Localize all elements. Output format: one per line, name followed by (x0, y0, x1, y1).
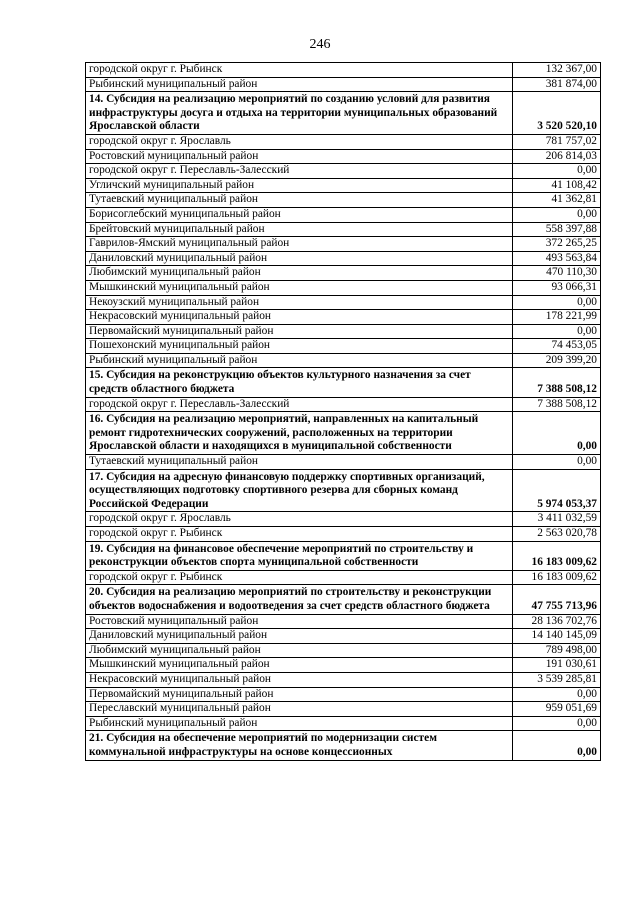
table-row (86, 716, 601, 731)
page-number: 246 (309, 37, 331, 52)
amount-cell: 132 367,00 (513, 63, 601, 78)
recipient-name: Некрасовский муниципальный район (86, 672, 513, 687)
recipient-name: Любимский муниципальный район (86, 643, 513, 658)
recipient-name: Любимский муниципальный район (86, 266, 513, 281)
table-row (86, 134, 601, 149)
section-total: 5 974 053,37 (513, 469, 601, 512)
recipient-name: Ростовский муниципальный район (86, 614, 513, 629)
amount-cell: 2 563 020,78 (513, 527, 601, 542)
recipient-name: городской округ г. Переславль-Залесский (86, 397, 513, 412)
table-row (86, 702, 601, 717)
recipient-name: Угличский муниципальный район (86, 178, 513, 193)
amount-cell: 74 453,05 (513, 339, 601, 354)
amount-cell: 0,00 (513, 164, 601, 179)
recipient-name: Первомайский муниципальный район (86, 324, 513, 339)
table-row (86, 77, 601, 92)
recipient-name: городской округ г. Переславль-Залесский (86, 164, 513, 179)
table-row (86, 164, 601, 179)
table-row (86, 149, 601, 164)
recipient-name: Пошехонский муниципальный район (86, 339, 513, 354)
section-title: 14. Субсидия на реализацию мероприятий по созданию условий для развития инфраструктуры досуга и отдыха на территории муниципальных образований Ярославской области (86, 92, 513, 135)
amount-cell: 28 136 702,76 (513, 614, 601, 629)
table-row (86, 512, 601, 527)
section-title: 19. Субсидия на финансовое обеспечение мероприятий по строительству и реконструкции объектов спорта муниципальной собственности (86, 541, 513, 570)
table-row (86, 266, 601, 281)
amount-cell: 789 498,00 (513, 643, 601, 658)
amount-cell: 206 814,03 (513, 149, 601, 164)
section-total: 7 388 508,12 (513, 368, 601, 397)
amount-cell: 0,00 (513, 207, 601, 222)
amount-cell: 0,00 (513, 687, 601, 702)
table-row (86, 222, 601, 237)
table-row (86, 672, 601, 687)
subsidy-table (85, 62, 601, 761)
amount-cell: 959 051,69 (513, 702, 601, 717)
amount-cell: 493 563,84 (513, 251, 601, 266)
recipient-name: Даниловский муниципальный район (86, 251, 513, 266)
table-row (86, 237, 601, 252)
recipient-name: Тутаевский муниципальный район (86, 455, 513, 470)
amount-cell: 0,00 (513, 716, 601, 731)
recipient-name: Некоузский муниципальный район (86, 295, 513, 310)
recipient-name: Ростовский муниципальный район (86, 149, 513, 164)
recipient-name: Мышкинский муниципальный район (86, 658, 513, 673)
table-row (86, 324, 601, 339)
recipient-name: городской округ г. Ярославль (86, 512, 513, 527)
amount-cell: 178 221,99 (513, 310, 601, 325)
section-row (86, 541, 601, 570)
recipient-name: Переславский муниципальный район (86, 702, 513, 717)
amount-cell: 7 388 508,12 (513, 397, 601, 412)
amount-cell: 3 539 285,81 (513, 672, 601, 687)
recipient-name: городской округ г. Рыбинск (86, 527, 513, 542)
section-row (86, 368, 601, 397)
amount-cell: 558 397,88 (513, 222, 601, 237)
table-row (86, 397, 601, 412)
table-row (86, 629, 601, 644)
amount-cell: 470 110,30 (513, 266, 601, 281)
amount-cell: 209 399,20 (513, 353, 601, 368)
table-row (86, 63, 601, 78)
recipient-name: Гаврилов-Ямский муниципальный район (86, 237, 513, 252)
section-row (86, 92, 601, 135)
section-total: 47 755 713,96 (513, 585, 601, 614)
amount-cell: 372 265,25 (513, 237, 601, 252)
recipient-name: Борисоглебский муниципальный район (86, 207, 513, 222)
table-row (86, 310, 601, 325)
section-title: 15. Субсидия на реконструкцию объектов культурного назначения за счет средств областного бюджета (86, 368, 513, 397)
table-row (86, 207, 601, 222)
table-row (86, 687, 601, 702)
section-total: 0,00 (513, 731, 601, 760)
recipient-name: Первомайский муниципальный район (86, 687, 513, 702)
amount-cell: 0,00 (513, 295, 601, 310)
amount-cell: 41 108,42 (513, 178, 601, 193)
section-title: 16. Субсидия на реализацию мероприятий, направленных на капитальный ремонт гидротехнических сооружений, расположенных на территории Ярославской области и находящихся в муниципальной собственности (86, 412, 513, 455)
section-row (86, 412, 601, 455)
section-title: 17. Субсидия на адресную финансовую поддержку спортивных организаций, осуществляющих подготовку спортивного резерва для сборных команд Российской Федерации (86, 469, 513, 512)
section-row (86, 469, 601, 512)
recipient-name: Брейтовский муниципальный район (86, 222, 513, 237)
section-total: 3 520 520,10 (513, 92, 601, 135)
recipient-name: Даниловский муниципальный район (86, 629, 513, 644)
recipient-name: Рыбинский муниципальный район (86, 716, 513, 731)
table-row (86, 295, 601, 310)
table-row (86, 527, 601, 542)
amount-cell: 781 757,02 (513, 134, 601, 149)
amount-cell: 41 362,81 (513, 193, 601, 208)
section-row (86, 731, 601, 760)
table-row (86, 455, 601, 470)
recipient-name: Рыбинский муниципальный район (86, 353, 513, 368)
table-row (86, 353, 601, 368)
table-row (86, 339, 601, 354)
recipient-name: Рыбинский муниципальный район (86, 77, 513, 92)
recipient-name: Тутаевский муниципальный район (86, 193, 513, 208)
recipient-name: Мышкинский муниципальный район (86, 280, 513, 295)
subsidy-table-body (86, 63, 601, 761)
amount-cell: 16 183 009,62 (513, 570, 601, 585)
recipient-name: городской округ г. Рыбинск (86, 570, 513, 585)
amount-cell: 93 066,31 (513, 280, 601, 295)
table-row (86, 643, 601, 658)
amount-cell: 14 140 145,09 (513, 629, 601, 644)
table-row (86, 193, 601, 208)
table-row (86, 614, 601, 629)
table-row (86, 251, 601, 266)
amount-cell: 3 411 032,59 (513, 512, 601, 527)
section-title: 21. Субсидия на обеспечение мероприятий по модернизации систем коммунальной инфраструктуры на основе концессионных (86, 731, 513, 760)
recipient-name: городской округ г. Ярославль (86, 134, 513, 149)
recipient-name: Некрасовский муниципальный район (86, 310, 513, 325)
section-title: 20. Субсидия на реализацию мероприятий по строительству и реконструкции объектов водоснабжения и водоотведения за счет средств областного бюджета (86, 585, 513, 614)
section-total: 16 183 009,62 (513, 541, 601, 570)
table-row (86, 280, 601, 295)
table-row (86, 178, 601, 193)
table-row (86, 658, 601, 673)
section-total: 0,00 (513, 412, 601, 455)
amount-cell: 0,00 (513, 455, 601, 470)
amount-cell: 0,00 (513, 324, 601, 339)
table-row (86, 570, 601, 585)
amount-cell: 381 874,00 (513, 77, 601, 92)
section-row (86, 585, 601, 614)
amount-cell: 191 030,61 (513, 658, 601, 673)
recipient-name: городской округ г. Рыбинск (86, 63, 513, 78)
